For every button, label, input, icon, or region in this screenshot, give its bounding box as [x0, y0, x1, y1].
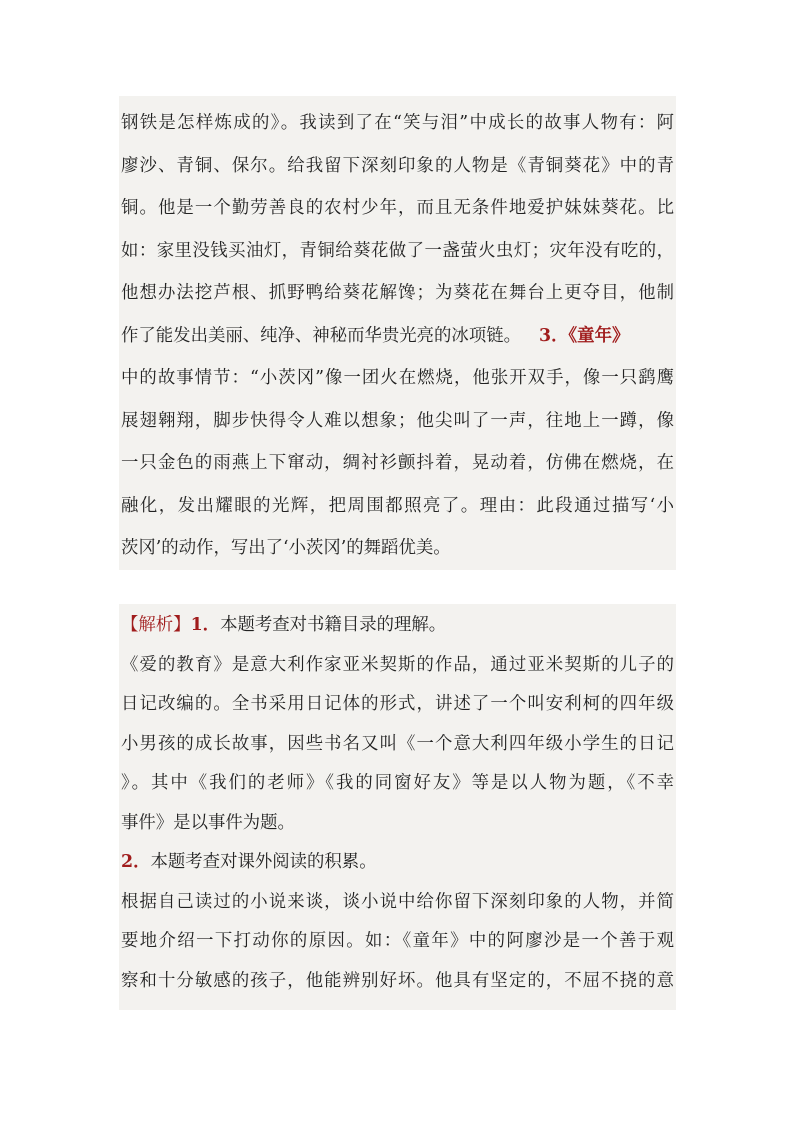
item-3-label: 3．《童年》 — [539, 325, 630, 346]
item-2-line — [121, 843, 674, 883]
passage-line: 铜。他是一个勤劳善良的农村少年，而且无条件地爱护妹妹葵花。比 — [121, 198, 674, 218]
passage-line: 他想办法挖芦根、抓野鸭给葵花解馋；为葵花在舞台上更夺目，他制 — [121, 283, 674, 303]
item-2-number: 2． — [121, 852, 151, 872]
item-2-text: 本题考查对课外阅读的积累。 — [150, 852, 377, 872]
analysis-heading-line — [121, 606, 674, 646]
analysis-line: 事件》是以事件为题。 — [121, 812, 295, 833]
passage-line: 融化，发出耀眼的光辉，把周围都照亮了。理由：此段通过描写‘小 — [121, 495, 674, 516]
analysis-line: 《爱的教育》是意大利作家亚米契斯的作品，通过亚米契斯的儿子的 — [121, 654, 674, 675]
analysis-line: 要地介绍一下打动你的原因。如：《童年》中的阿廖沙是一个善于观 — [121, 931, 674, 951]
analysis-line: 》。其中《我们的老师》《我的同窗好友》等是以人物为题，《不幸 — [121, 773, 674, 793]
passage-line: 钢铁是怎样炼成的》。我读到了在“笑与泪”中成长的故事人物有：阿 — [121, 113, 674, 133]
passage-line: 廖沙、青铜、保尔。给我留下深刻印象的人物是《青铜葵花》中的青 — [121, 155, 674, 176]
passage-line: 如：家里没钱买油灯，青铜给葵花做了一盏萤火虫灯；灾年没有吃的， — [121, 240, 674, 261]
analysis-line: 小男孩的成长故事，因些书名又叫《一个意大利四年级小学生的日记 — [121, 733, 674, 754]
passage-line-text: 作了能发出美丽、纯净、神秘而华贵光亮的冰项链。 — [121, 325, 521, 346]
passage-line: 一只金色的雨燕上下窜动，绸衬衫颤抖着，晃动着，仿佛在燃烧，在 — [121, 453, 674, 473]
analysis-line: 根据自己读过的小说来谈，谈小说中给你留下深刻印象的人物，并简 — [121, 891, 674, 912]
passage-line: 中的故事情节：“小茨冈”像一团火在燃烧，他张开双手，像一只鹞鹰 — [121, 368, 674, 388]
passage-line — [121, 315, 674, 358]
analysis-line: 日记改编的。全书采用日记体的形式，讲述了一个叫安利柯的四年级 — [121, 694, 674, 714]
answer-passage — [119, 96, 676, 570]
passage-line: 茨冈’的动作，写出了‘小茨冈’的舞蹈优美。 — [121, 538, 451, 558]
analysis-section — [119, 604, 676, 1010]
item-1-text: 本题考查对书籍目录的理解。 — [220, 615, 447, 635]
passage-line: 展翅翱翔，脚步快得令人难以想象；他尖叫了一声，往地上一蹲，像 — [121, 410, 674, 431]
analysis-line: 察和十分敏感的孩子，他能辨别好坏。他具有坚定的，不屈不挠的意 — [121, 970, 674, 991]
analysis-heading: 【解析】 — [121, 615, 191, 635]
item-1-number: 1． — [190, 615, 221, 635]
